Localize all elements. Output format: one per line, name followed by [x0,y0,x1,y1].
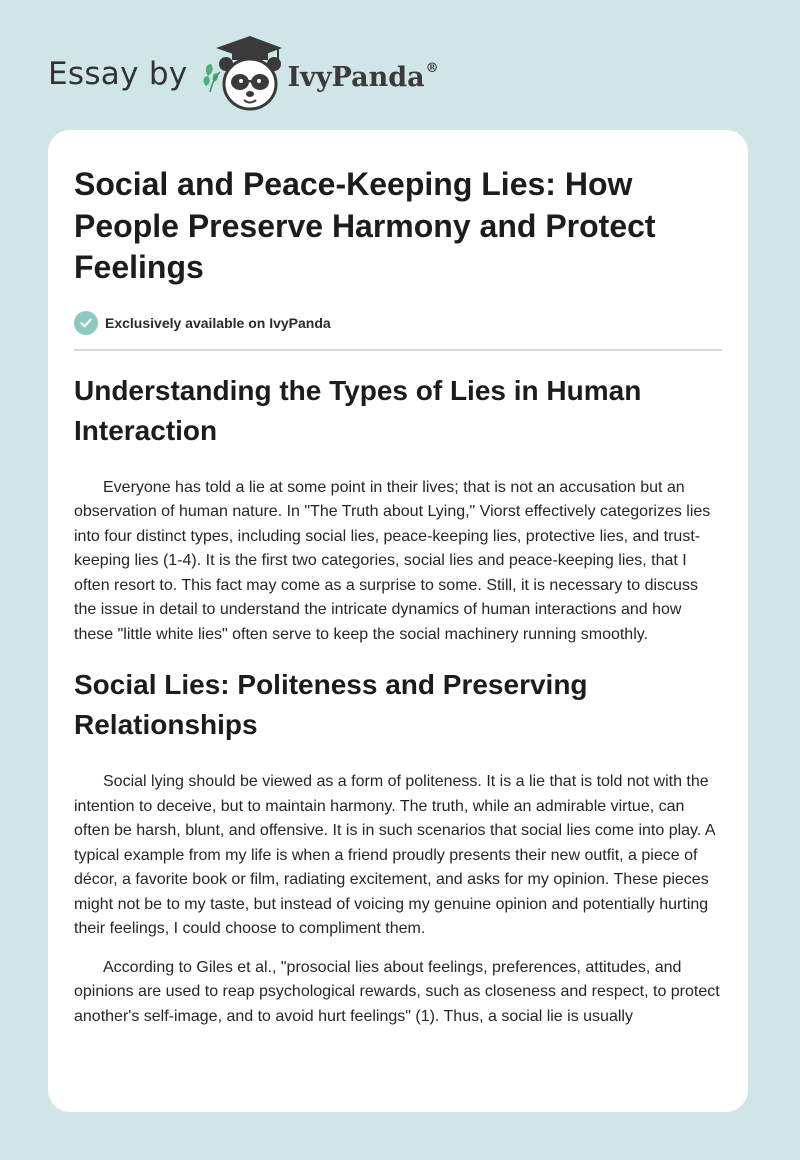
paragraph: Everyone has told a lie at some point in their lives; that is not an accusation but an observation of human nature. In "The Truth about Lying," Viorst effectively categorizes lies into four distinct types, including social lies, peace-keeping lies, protective lies, and trust-keeping lies (1-4). It is the first two categories, social lies and peace-keeping lies, that I often resort to. This fact may come as a surprise to some. Still, it is necessary to discuss the issue in detail to understand the intricate dynamics of human interactions and how these "little white lies" often serve to keep the social machinery running smoothly. [74,478,711,643]
brand-name: IvyPanda® [287,60,439,93]
brand-prefix: Essay by [48,56,188,92]
essay-card [48,130,748,1112]
section-heading: Understanding the Types of Lies in Human Interaction [74,374,642,446]
exclusive-notice [74,311,722,351]
brand-header [48,34,439,114]
page-title: Social and Peace-Keeping Lies: How People Preserve Harmony and Protect Feelings [74,166,656,285]
exclusive-label: Exclusively available on IvyPanda [105,314,331,331]
paragraph: According to Giles et al., "prosocial lies about feelings, preferences, attitudes, and opinions are used to reap psychological rewards, such as closeness and respect, to protect another's self-image, and to avoid hurt feelings" (1). Thus, a social lie is usually [74,958,720,1025]
paragraph: Social lying should be viewed as a form of politeness. It is a lie that is told not with the intention to deceive, but to maintain harmony. The truth, while an admirable virtue, can often be harsh, blunt, and offensive. It is in such scenarios that social lies come into play. A typical example from my life is when a friend proudly presents their new outfit, a piece of décor, a favorite book or film, radiating excitement, and asks for my opinion. These pieces might not be to my taste, but instead of voicing my genuine opinion and potentially hurting their feelings, I could choose to compliment them. [74,773,715,937]
panda-logo-icon [202,34,284,114]
check-icon [74,311,98,335]
section-heading: Social Lies: Politeness and Preserving Relationships [74,669,588,740]
